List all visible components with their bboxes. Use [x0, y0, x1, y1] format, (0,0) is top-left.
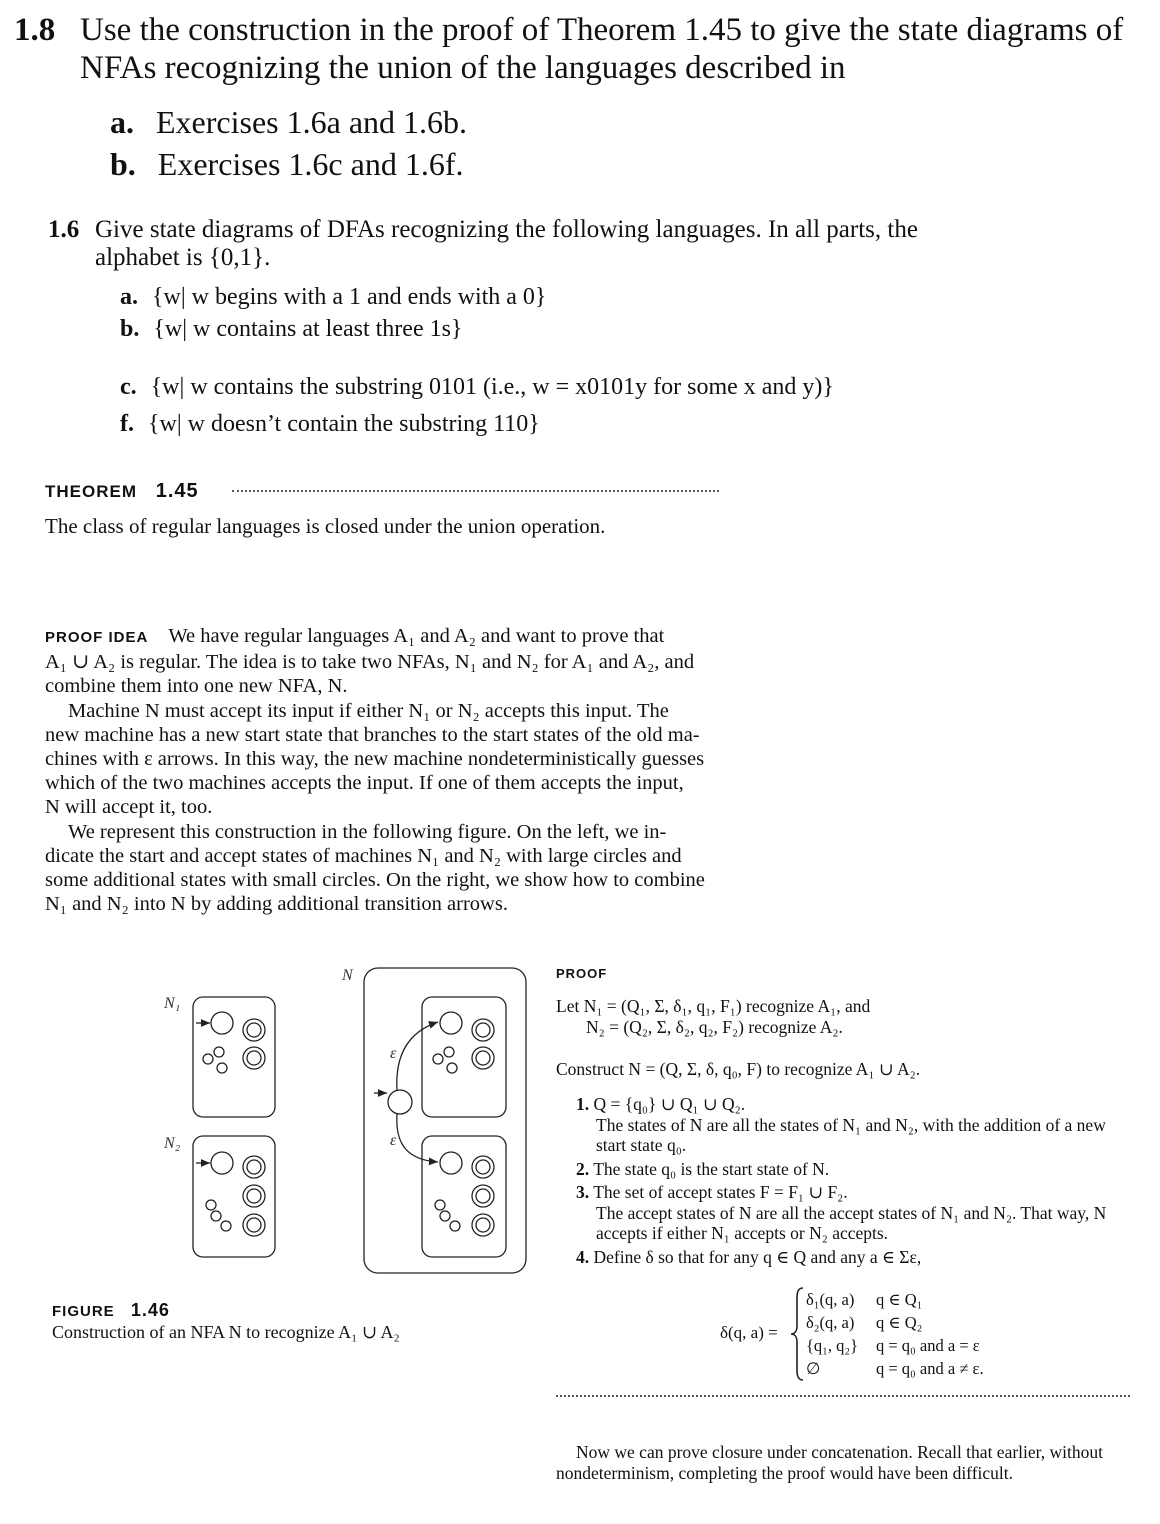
proof-let-line2: N₂ = (Q₂, Σ, δ₂, q₂, F₂) recognize A₂.: [586, 1017, 843, 1037]
theorem-statement: The class of regular languages is closed under the union operation.: [45, 514, 606, 538]
proof-end-rule: [556, 1395, 1130, 1397]
exercise-1-6-number: 1.6: [48, 216, 80, 243]
proof-construct: Construct N = (Q, Σ, δ, q₀, F) to recognize A₁ ∪ A₂.: [556, 1059, 921, 1079]
delta-brace: [790, 1286, 806, 1382]
proof-idea-block: PROOF IDEA We have regular languages A₁ and A₂ and want to prove that A₁ ∪ A₂ is regular. The idea is to take two NFAs, N₁ and N₂ for A₁ and A₂, and combine them into one new NFA, N. Machine N must accept its input if either N₁ or N₂ accepts this input. The new machine has a new start state that branches to the start states of the old ma- chines with ε arrows. In this way, the new machine nondeterministically guesses which of the two machines accepts the input. If one of them accepts the input, N will accept it, too. We represent this construction in the following figure. On the left, we in- dicate the start and accept states of machines N₁ and N₂ with large circles and some additional states with small circles. On the right, we show how to combine N₁ and N₂ into N by adding additional transition arrows.: [45, 625, 705, 916]
exercise-1-6-item-b: b. {w| w contains at least three 1s}: [120, 316, 463, 342]
exercise-1-8-item-a: a. Exercises 1.6a and 1.6b.: [110, 104, 468, 140]
exercise-1-6-item-c: c. {w| w contains the substring 0101 (i.e., w = x0101y for some x and y)}: [120, 374, 834, 400]
delta-case-2: δ₂(q, a) q ∈ Q₂: [806, 1313, 923, 1332]
label-n2: N₂: [164, 1135, 181, 1152]
n1-accept-state-1: [243, 1019, 265, 1041]
label-epsilon-top: ε: [390, 1045, 397, 1062]
closing-line1: Now we can prove closure under concatenation. Recall that earlier, without: [576, 1442, 1104, 1462]
proof-idea-label: PROOF IDEA: [45, 629, 149, 646]
n2-accept-state-3: [243, 1214, 265, 1236]
exercise-1-6-item-a: a. {w| w begins with a 1 and ends with a 0}: [120, 284, 547, 310]
n2-small-state-1: [206, 1200, 216, 1210]
exercise-1-6-line1: Give state diagrams of DFAs recognizing the following languages. In all parts, the: [95, 216, 918, 243]
delta-case-3: {q₁, q₂} q = q₀ and a = ε: [806, 1336, 980, 1355]
closing-line2: nondeterminism, completing the proof would have been difficult.: [556, 1463, 1013, 1483]
n2-accept-state-1: [243, 1156, 265, 1178]
n1-small-state-1: [203, 1054, 213, 1064]
n1-start-state: [211, 1012, 233, 1034]
proof-steps: 1. Q = {q₀} ∪ Q₁ ∪ Q₂. The states of N are all the states of N₁ and N₂, with the addition of a new start state q₀. 2. The state q₀ is the start state of N. 3. The set of accept states F = F₁ ∪ F₂. The accept states of N are all the accept states of N₁ and N₂. That way, N accepts if either N₁ accepts or N₂ accepts. 4. Define δ so that for any q ∈ Q and any a ∈ Σε,: [576, 1094, 1107, 1267]
delta-case-1: δ₁(q, a) q ∈ Q₁: [806, 1290, 923, 1309]
n2-accept-state-2: [243, 1185, 265, 1207]
n1-accept-state-2: [243, 1047, 265, 1069]
delta-lhs: δ(q, a) =: [720, 1323, 778, 1342]
theorem-rule: [232, 490, 719, 492]
epsilon-arrow-bottom: [397, 1114, 438, 1162]
label-n1: N₁: [164, 995, 181, 1012]
n1-box: [193, 997, 275, 1117]
exercise-1-8-number: 1.8: [14, 12, 56, 48]
n1-small-state-2: [214, 1047, 224, 1057]
theorem-heading: THEOREM 1.45: [45, 480, 199, 502]
delta-cases: [806, 1288, 984, 1380]
n-inner-n2-start-state: [440, 1152, 462, 1174]
n2-box: [193, 1136, 275, 1257]
epsilon-arrow-top: [397, 1022, 438, 1090]
delta-case-4: ∅ q = q₀ and a ≠ ε.: [806, 1359, 984, 1378]
figure-caption-label: FIGURE 1.46: [52, 1300, 170, 1320]
proof-label: PROOF: [556, 966, 608, 981]
figure-caption-text: Construction of an NFA N to recognize A₁ ∪ A₂: [52, 1322, 400, 1342]
n-new-start-state: [388, 1090, 412, 1114]
figure-1-46-diagram: [150, 960, 540, 1280]
n2-small-state-3: [221, 1221, 231, 1231]
n2-start-state: [211, 1152, 233, 1174]
exercise-1-8-item-b: b. Exercises 1.6c and 1.6f.: [110, 146, 464, 182]
exercise-1-6-item-f: f. {w| w doesn’t contain the substring 110}: [120, 411, 540, 437]
label-n: N: [342, 967, 353, 984]
exercise-1-8-line1: Use the construction in the proof of Theorem 1.45 to give the state diagrams of: [80, 12, 1124, 48]
label-epsilon-bottom: ε: [390, 1132, 397, 1149]
exercise-1-8-line2: NFAs recognizing the union of the languages described in: [80, 50, 846, 86]
exercise-1-6-line2: alphabet is {0,1}.: [95, 244, 271, 271]
n1-small-state-3: [217, 1063, 227, 1073]
n-inner-n1-start-state: [440, 1012, 462, 1034]
n2-small-state-2: [211, 1211, 221, 1221]
proof-let-line1: Let N₁ = (Q₁, Σ, δ₁, q₁, F₁) recognize A₁, and: [556, 996, 871, 1016]
